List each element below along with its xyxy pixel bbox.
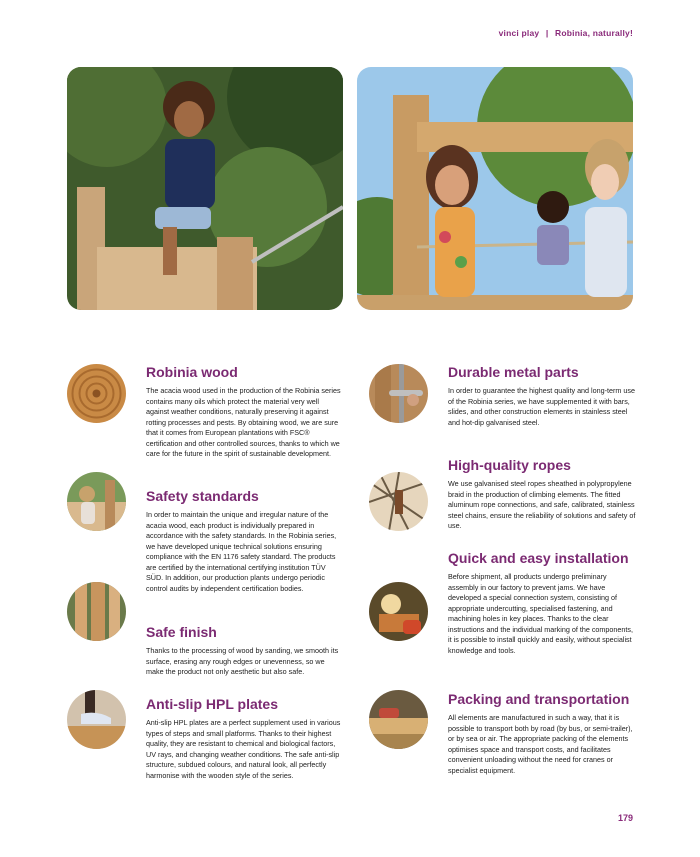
section-packing-transportation [448, 691, 636, 776]
section-title: Anti-slip HPL plates [146, 696, 278, 712]
children-on-rope-bridge-photo [357, 67, 633, 310]
section-anti-slip-hpl-plates [146, 696, 344, 781]
child-climbing-icon [67, 472, 126, 531]
wooden-posts-icon [67, 582, 126, 641]
section-title: Robinia wood [146, 364, 238, 380]
section-safe-finish [146, 624, 344, 678]
section-durable-metal-parts [448, 364, 636, 428]
wood-planing-icon [369, 690, 428, 749]
section-text: Anti-slip HPL plates are a perfect supplement used in various types of steps and small platforms. Thanks to their highest quality, they are resistant to chemical and biological factors, UV rays, and changing weather conditions. The safe anti-slip structure, subdued colours, and natural look, all perfectly harmonise with the wooden style of the series. [146, 718, 341, 780]
page-header [499, 28, 633, 38]
section-text: All elements are manufactured in such a way, that it is possible to transport both by road (by bus, or semi-trailer), or by sea or air. The appropriate packing of the elements optimises space and transport costs, and facilitates convenient unloading without the need for cranes or specialist equipment. [448, 713, 633, 775]
section-title: Packing and transportation [448, 691, 630, 707]
section-title: Quick and easy installation [448, 550, 629, 566]
metal-bar-icon [369, 364, 428, 423]
section-text: Thanks to the processing of wood by sanding, we smooth its surface, erasing any rough edges or unevenness, so we make the product not only aesthetic but also safe. [146, 646, 339, 676]
section-title: Safety standards [146, 488, 259, 504]
drilling-icon [369, 582, 428, 641]
section-high-quality-ropes [448, 457, 636, 532]
foot-on-step-icon [67, 690, 126, 749]
wood-cross-section-icon [67, 364, 126, 423]
child-on-wooden-playground-photo [67, 67, 343, 310]
section-text: The acacia wood used in the production of the Robinia series contains many oils which protect the material very well against weather conditions, naturally preserving it against rotting processes and pests. By obtaining wood, we are sure that it comes from European plantations with FSC® certification and other controlled sources, thanks to which we care for the future in the spirit of sustainable development. [146, 386, 341, 458]
rope-net-icon [369, 472, 428, 531]
section-title: High-quality ropes [448, 457, 571, 473]
section-title: Durable metal parts [448, 364, 579, 380]
page-number: 179 [617, 813, 633, 823]
section-text: We use galvanised steel ropes sheathed in polypropylene braid in the production of climbing elements. The fitted aluminum rope connections, and safe, calibrated, stainless steel chains, ensure the reliability of solutions and safety of use. [448, 479, 636, 530]
section-text: In order to guarantee the highest quality and long-term use of the Robinia series, we have supplemented it with bars, slides, and other construction elements in stainless steel and hot-dip galvanised steel. [448, 386, 635, 427]
section-text: In order to maintain the unique and irregular nature of the acacia wood, each product is individually prepared in accordance with the safety standards. In the Robinia series, we have developed unique technical solutions ensuring compliance with the EN 1176 safety standard. The products are certified by the international certifying institution TÜV SÜD. In addition, our production plants undergo periodic control audits by independent certification bodies. [146, 510, 337, 593]
section-quick-easy-installation [448, 550, 636, 656]
brand-name: vinci play [498, 28, 540, 38]
section-text: Before shipment, all products undergo preliminary assembly in our factory to prevent jams. We have developed a special connection system, consisting of appropriate undercutting, specialised fastening, and machining holes in key places. Thanks to the clear instructions and the individual marking of the components, it is possible to install quickly and easily, without specialist knowledge and tools. [448, 572, 633, 655]
header-separator: | [545, 28, 549, 38]
section-safety-standards [146, 488, 344, 594]
section-title: Safe finish [146, 624, 217, 640]
section-robinia-wood [146, 364, 344, 460]
header-tagline: Robinia, naturally! [555, 28, 633, 38]
